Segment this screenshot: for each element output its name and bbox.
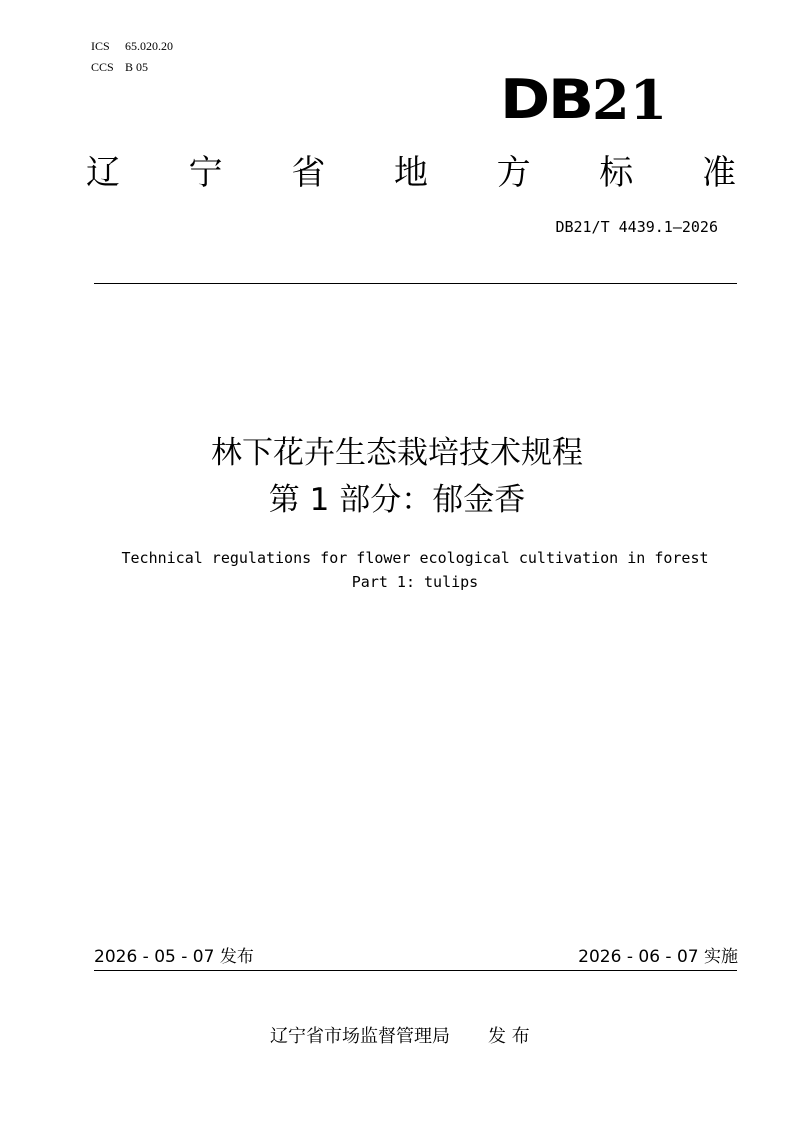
header-divider: [94, 283, 737, 284]
issuer-name: 辽宁省市场监督管理局: [270, 1026, 450, 1047]
standard-type-char: 准: [701, 153, 736, 193]
document-title: 林下花卉生态栽培技术规程: [211, 435, 583, 471]
implementation-date: 2026 - 06 - 07 实施: [578, 947, 738, 967]
standard-type-char: 方: [496, 153, 531, 193]
standard-type-char: 省: [291, 153, 326, 193]
ccs-label: CCS: [91, 60, 114, 74]
english-title: Technical regulations for flower ecological cultivation in forest: [121, 549, 709, 567]
english-subtitle: Part 1: tulips: [351, 573, 479, 591]
ccs-code: B 05: [125, 60, 149, 74]
standard-type-char: 宁: [188, 153, 223, 193]
issuer-line: [270, 1024, 530, 1050]
db21-logo: [500, 68, 680, 132]
document-subtitle: 第 1 部分：郁金香: [268, 482, 526, 518]
standard-number: DB21/T 4439.1—2026: [555, 218, 718, 236]
ccs-classification: [91, 60, 148, 74]
logo-number: 21: [592, 68, 668, 132]
ics-classification: [91, 39, 173, 53]
publish-date: 2026 - 05 - 07 发布: [94, 947, 254, 967]
ics-label: ICS: [91, 39, 110, 53]
standard-type-char: 地: [393, 153, 428, 193]
standard-type-heading: [86, 152, 736, 194]
logo-prefix: DB: [500, 68, 592, 131]
ics-code: 65.020.20: [125, 39, 173, 53]
footer-divider: [94, 970, 737, 971]
issuer-action: 发 布: [488, 1026, 530, 1047]
standard-type-char: 标: [599, 153, 634, 193]
standard-type-char: 辽: [86, 153, 120, 193]
